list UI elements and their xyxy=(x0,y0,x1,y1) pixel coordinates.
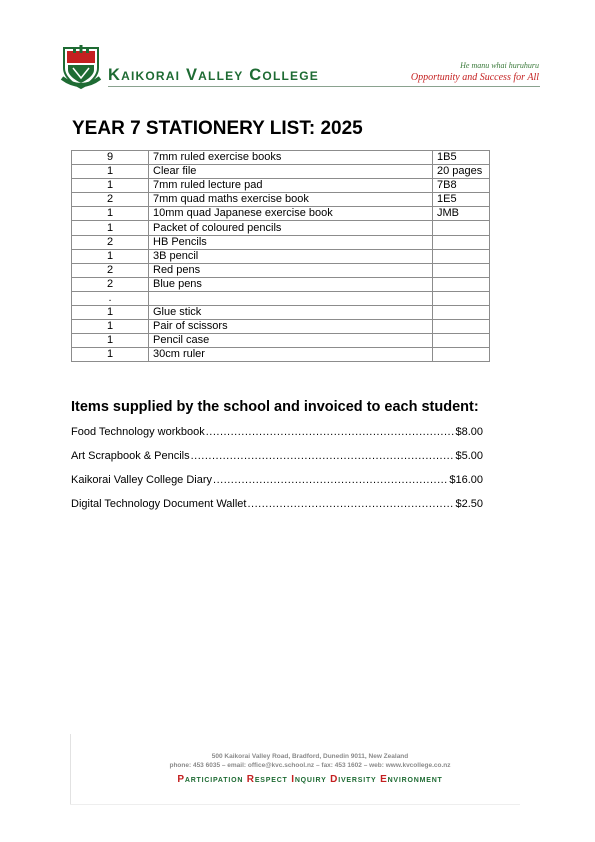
item-price: $16.00 xyxy=(449,474,483,486)
item-cell: 10mm quad Japanese exercise book xyxy=(149,207,433,221)
table-row xyxy=(72,334,490,348)
college-crest-logo xyxy=(60,44,102,90)
footer-contact: phone: 453 6035 – email: office@kvc.school.nz – fax: 453 1602 – web: www.kvcollege.co.nz xyxy=(169,762,451,769)
code-cell: JMB xyxy=(433,207,490,221)
footer-vertical-rule xyxy=(70,734,71,804)
dot-leader xyxy=(213,474,448,486)
code-cell xyxy=(433,291,490,305)
quantity-cell: 2 xyxy=(72,193,149,207)
item-cell: Packet of coloured pencils xyxy=(149,221,433,235)
item-name: Food Technology workbook xyxy=(71,426,205,438)
item-cell: Pencil case xyxy=(149,334,433,348)
code-cell: 7B8 xyxy=(433,179,490,193)
quantity-cell: 9 xyxy=(72,151,149,165)
college-values xyxy=(90,774,530,785)
list-item xyxy=(71,474,483,498)
quantity-cell: . xyxy=(72,291,149,305)
dot-leader xyxy=(191,450,455,462)
item-name: Digital Technology Document Wallet xyxy=(71,498,247,510)
dot-leader xyxy=(206,426,455,438)
item-cell: Clear file xyxy=(149,165,433,179)
table-row xyxy=(72,291,490,305)
table-row xyxy=(72,320,490,334)
list-item xyxy=(71,498,483,522)
item-name: Art Scrapbook & Pencils xyxy=(71,450,190,462)
item-cell: 7mm ruled exercise books xyxy=(149,151,433,165)
college-name: Kaikorai Valley College xyxy=(108,66,319,84)
table-row xyxy=(72,179,490,193)
item-cell: Glue stick xyxy=(149,306,433,320)
value-inquiry: Inquiry xyxy=(291,774,327,785)
supplied-items-list xyxy=(71,426,483,522)
value-environment: Environment xyxy=(380,774,443,785)
table-row xyxy=(72,151,490,165)
item-cell xyxy=(149,291,433,305)
item-cell: 3B pencil xyxy=(149,249,433,263)
quantity-cell: 1 xyxy=(72,249,149,263)
item-cell: 7mm quad maths exercise book xyxy=(149,193,433,207)
table-row xyxy=(72,249,490,263)
item-price: $8.00 xyxy=(455,426,483,438)
footer-divider xyxy=(70,804,520,805)
table-row xyxy=(72,207,490,221)
motto-maori: He manu whai huruhuru xyxy=(460,61,539,70)
list-item xyxy=(71,450,483,474)
quantity-cell: 1 xyxy=(72,306,149,320)
code-cell: 1E5 xyxy=(433,193,490,207)
list-item xyxy=(71,426,483,450)
page-title: YEAR 7 STATIONERY LIST: 2025 xyxy=(72,118,363,139)
quantity-cell: 1 xyxy=(72,348,149,362)
quantity-cell: 1 xyxy=(72,221,149,235)
item-cell: Red pens xyxy=(149,263,433,277)
table-row xyxy=(72,306,490,320)
dot-leader xyxy=(247,498,454,510)
item-price: $2.50 xyxy=(455,498,483,510)
value-participation: Participation xyxy=(177,774,244,785)
quantity-cell: 1 xyxy=(72,165,149,179)
item-price: $5.00 xyxy=(455,450,483,462)
footer-address: 500 Kaikorai Valley Road, Bradford, Dunedin 9011, New Zealand xyxy=(211,753,409,760)
item-cell: 30cm ruler xyxy=(149,348,433,362)
quantity-cell: 2 xyxy=(72,263,149,277)
table-row xyxy=(72,221,490,235)
value-respect: Respect xyxy=(246,774,288,785)
quantity-cell: 1 xyxy=(72,320,149,334)
motto-english: Opportunity and Success for All xyxy=(410,72,539,83)
code-cell xyxy=(433,235,490,249)
quantity-cell: 2 xyxy=(72,235,149,249)
code-cell xyxy=(433,348,490,362)
code-cell: 20 pages xyxy=(433,165,490,179)
item-cell: 7mm ruled lecture pad xyxy=(149,179,433,193)
code-cell xyxy=(433,263,490,277)
header-divider xyxy=(108,86,540,87)
value-diversity: Diversity xyxy=(330,774,377,785)
code-cell xyxy=(433,221,490,235)
table-row xyxy=(72,165,490,179)
item-cell: Blue pens xyxy=(149,277,433,291)
code-cell xyxy=(433,334,490,348)
table-row xyxy=(72,348,490,362)
stationery-table xyxy=(71,150,490,362)
table-row xyxy=(72,263,490,277)
code-cell xyxy=(433,249,490,263)
quantity-cell: 2 xyxy=(72,277,149,291)
code-cell xyxy=(433,277,490,291)
table-row xyxy=(72,193,490,207)
code-cell xyxy=(433,306,490,320)
code-cell: 1B5 xyxy=(433,151,490,165)
item-name: Kaikorai Valley College Diary xyxy=(71,474,213,486)
supplied-items-heading: Items supplied by the school and invoiced to each student: xyxy=(71,399,479,415)
item-cell: HB Pencils xyxy=(149,235,433,249)
item-cell: Pair of scissors xyxy=(149,320,433,334)
table-row xyxy=(72,277,490,291)
quantity-cell: 1 xyxy=(72,179,149,193)
code-cell xyxy=(433,320,490,334)
quantity-cell: 1 xyxy=(72,334,149,348)
quantity-cell: 1 xyxy=(72,207,149,221)
table-row xyxy=(72,235,490,249)
